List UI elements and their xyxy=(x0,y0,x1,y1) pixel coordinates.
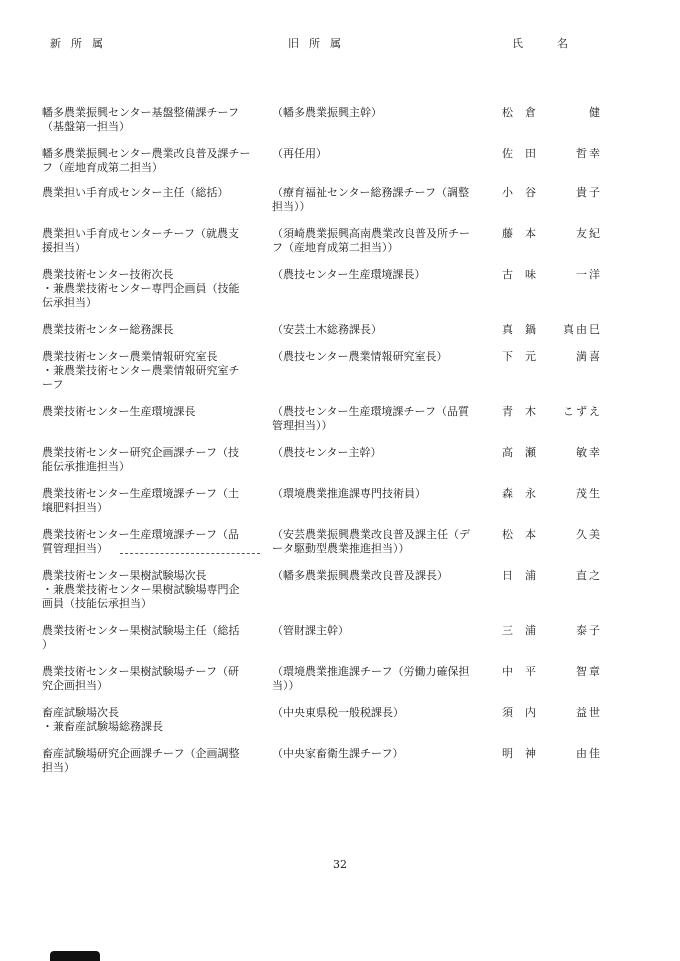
old-affiliation: （再任用） xyxy=(272,147,327,160)
given-name: こずえ xyxy=(563,405,602,418)
new-affiliation: 農業技術センター果樹試験場チーフ（研 究企画担当） xyxy=(42,665,240,692)
new-affiliation: 畜産試験場研究企画課チーフ（企画調整 担当） xyxy=(42,747,240,774)
old-affiliation: （農技センター主幹） xyxy=(272,446,382,459)
family-name: 松本 xyxy=(502,528,548,541)
family-name: 古味 xyxy=(502,268,548,281)
old-affiliation: （療育福祉センター総務課チーフ（調整 担当）） xyxy=(272,186,470,213)
person-name xyxy=(502,487,602,501)
given-name: 真由巳 xyxy=(563,323,602,336)
given-name: 健 xyxy=(589,106,602,119)
new-affiliation: 農業技術センター果樹試験場次長 ・兼農業技術センター果樹試験場専門企 画員（技能伝承担当） xyxy=(42,569,240,610)
given-name: 友紀 xyxy=(576,227,602,240)
family-name: 日浦 xyxy=(502,569,548,582)
header-old-affiliation: 旧所属 xyxy=(288,37,351,50)
person-name xyxy=(502,106,602,120)
new-affiliation: 農業技術センター総務課長 xyxy=(42,323,174,336)
old-affiliation: （須崎農業振興高南農業改良普及所チー フ（産地育成第二担当）） xyxy=(272,227,470,254)
given-name: 満喜 xyxy=(576,350,602,363)
family-name: 森永 xyxy=(502,487,548,500)
old-affiliation: （安芸土木総務課長） xyxy=(272,323,382,336)
given-name: 久美 xyxy=(576,528,602,541)
person-name xyxy=(502,227,602,241)
old-affiliation: （農技センター農業情報研究室長） xyxy=(272,350,448,363)
new-affiliation: 農業技術センター生産環境課長 xyxy=(42,405,196,418)
given-name: 一洋 xyxy=(576,268,602,281)
scan-dashed-line xyxy=(120,553,260,554)
old-affiliation: （農技センター生産環境課チーフ（品質 管理担当）） xyxy=(272,405,470,432)
family-name: 藤本 xyxy=(502,227,548,240)
old-affiliation: （幡多農業振興主幹） xyxy=(272,106,382,119)
new-affiliation: 農業技術センター生産環境課チーフ（土 壌肥料担当） xyxy=(42,487,240,514)
person-name xyxy=(502,405,602,419)
given-name: 敏幸 xyxy=(576,446,602,459)
old-affiliation: （中央家畜衛生課チーフ） xyxy=(272,747,404,760)
person-name xyxy=(502,706,602,720)
person-name xyxy=(502,569,602,583)
header-name: 氏名 xyxy=(512,37,602,50)
new-affiliation: 農業技術センター農業情報研究室長 ・兼農業技術センター農業情報研究室チ ーフ xyxy=(42,350,240,391)
person-name xyxy=(502,186,602,200)
given-name: 泰子 xyxy=(576,624,602,637)
family-name: 中平 xyxy=(502,665,548,678)
new-affiliation: 農業担い手育成センターチーフ（就農支 援担当） xyxy=(42,227,240,254)
new-affiliation: 農業技術センター生産環境課チーフ（品 質管理担当） xyxy=(42,528,240,555)
given-name: 哲幸 xyxy=(576,147,602,160)
new-affiliation: 農業技術センター技術次長 ・兼農業技術センター専門企画員（技能 伝承担当） xyxy=(42,268,240,309)
person-name xyxy=(502,665,602,679)
family-name: 須内 xyxy=(502,706,548,719)
given-name: 由佳 xyxy=(576,747,602,760)
old-affiliation: （中央東県税一般税課長） xyxy=(272,706,404,719)
old-affiliation: （安芸農業振興農業改良普及課主任（デ ータ駆動型農業推進担当）） xyxy=(272,528,470,555)
family-name: 小谷 xyxy=(502,186,548,199)
old-affiliation: （幡多農業振興農業改良普及課長） xyxy=(272,569,448,582)
page-number: 32 xyxy=(333,858,347,871)
family-name: 三浦 xyxy=(502,624,548,637)
new-affiliation: 農業技術センター果樹試験場主任（総括 ） xyxy=(42,624,240,651)
old-affiliation: （管財課主幹） xyxy=(272,624,349,637)
person-name xyxy=(502,747,602,761)
header-new-affiliation: 新所属 xyxy=(50,37,113,50)
person-name xyxy=(502,624,602,638)
new-affiliation: 農業担い手育成センター主任（総括） xyxy=(42,186,229,199)
person-name xyxy=(502,268,602,282)
old-affiliation: （農技センター生産環境課長） xyxy=(272,268,426,281)
given-name: 直之 xyxy=(576,569,602,582)
family-name: 佐田 xyxy=(502,147,548,160)
old-affiliation: （環境農業推進課専門技術員） xyxy=(272,487,426,500)
person-name xyxy=(502,147,602,161)
given-name: 益世 xyxy=(576,706,602,719)
scan-edge-mark xyxy=(50,951,100,961)
given-name: 貴子 xyxy=(576,186,602,199)
family-name: 真鍋 xyxy=(502,323,548,336)
family-name: 明神 xyxy=(502,747,548,760)
person-name xyxy=(502,528,602,542)
family-name: 松倉 xyxy=(502,106,548,119)
person-name xyxy=(502,446,602,460)
person-name xyxy=(502,350,602,364)
family-name: 青木 xyxy=(502,405,548,418)
person-name xyxy=(502,323,602,337)
given-name: 茂生 xyxy=(576,487,602,500)
new-affiliation: 農業技術センター研究企画課チーフ（技 能伝承推進担当） xyxy=(42,446,240,473)
new-affiliation: 幡多農業振興センター基盤整備課チーフ （基盤第一担当） xyxy=(42,106,240,133)
family-name: 高瀬 xyxy=(502,446,548,459)
family-name: 下元 xyxy=(502,350,548,363)
new-affiliation: 畜産試験場次長 ・兼畜産試験場総務課長 xyxy=(42,706,163,733)
given-name: 智章 xyxy=(576,665,602,678)
new-affiliation: 幡多農業振興センター農業改良普及課チー フ（産地育成第二担当） xyxy=(42,147,251,174)
old-affiliation: （環境農業推進課チーフ（労働力確保担 当）） xyxy=(272,665,470,692)
